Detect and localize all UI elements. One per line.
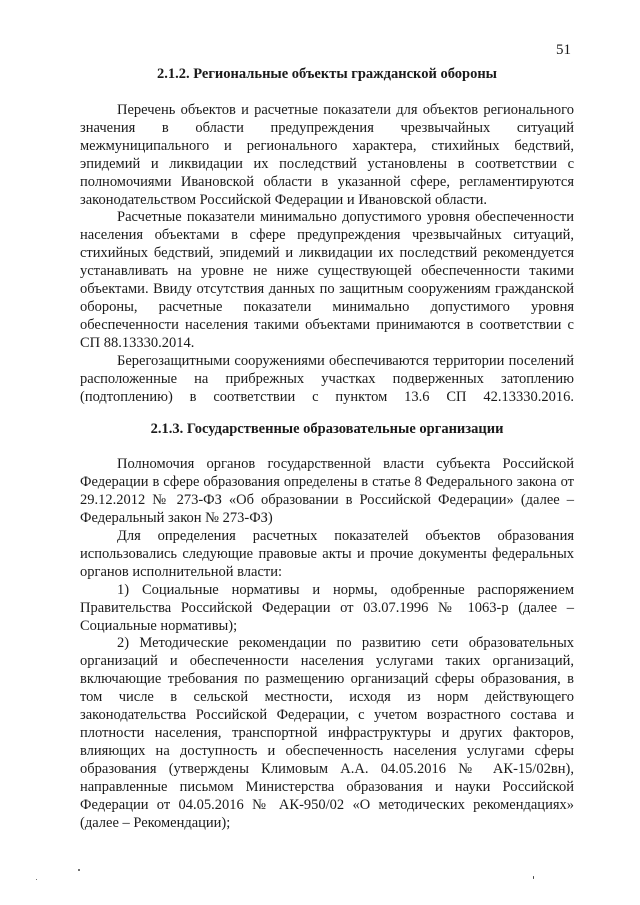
- paragraph-calculated-indicators: Расчетные показатели минимально допустимого уровня обеспеченности населения объектами в сфере предупреждения чрезвычайных ситуаций, стихийных бедствий, эпидемий и ликвидации их последствий рекомендуется устанавливать на уровне не ниже существующей обеспеченности такими объектами. Ввиду отсутствия данных по защитным сооружениям гражданской обороны, расчетные показатели минимально допустимого уровня обеспеченности населения такими объектами принимаются в соответствии с СП 88.13330.2014.: [80, 209, 574, 351]
- list-item-social-norms: 1) Социальные нормативы и нормы, одобренные распоряжением Правительства Российской Федерации от 03.07.1996 № 1063-р (далее – Социальные нормативы);: [80, 581, 574, 634]
- section-heading-civil-defense: 2.1.2. Региональные объекты гражданской обороны: [157, 66, 497, 82]
- paragraph-shore-protection: Берегозащитными сооружениями обеспечиваются территории поселений расположенные на прибрежных участках подверженных затоплению (подтоплению) в соответствии с пунктом 13.6 СП 42.13330.2016.: [80, 352, 574, 405]
- scan-speck: [36, 879, 37, 880]
- paragraph-objects-list: Перечень объектов и расчетные показатели для объектов регионального значения в области предупреждения чрезвычайных ситуаций межмуниципального и регионального характера, стихийных бедствий, эпидемий и ликвидации их последствий установлены в соответствии с полномочиями Ивановской области в указанной сфере, регламентируются законодательством Российской Федерации и Ивановской области.: [80, 102, 574, 208]
- scan-speck: [78, 869, 80, 871]
- section-heading-education: 2.1.3. Государственные образовательные организации: [150, 421, 504, 438]
- paragraph-documents-intro: Для определения расчетных показателей объектов образования использовались следующие правовые акты и прочие документы федеральных органов исполнительной власти:: [80, 528, 574, 580]
- document-body: [80, 64, 574, 832]
- paragraph-authority: Полномочия органов государственной власти субъекта Российской Федерации в сфере образования определены в статье 8 Федерального закона от 29.12.2012 № 273-ФЗ «Об образовании в Российской Федерации» (далее – Федеральный закон № 273-ФЗ): [80, 456, 574, 527]
- scan-speck: [533, 876, 534, 879]
- page-number: 51: [556, 42, 571, 58]
- list-item-recommendations: 2) Методические рекомендации по развитию сети образовательных организаций и обеспеченности населения услугами таких организаций, включающие требования по размещению организаций сферы образования, в том числе в сельской местности, исходя из норм действующего законодательства Российской Федерации, с учетом возрастного состава и плотности населения, транспортной инфраструктуры и других факторов, влияющих на доступность и обеспеченность населения услугами сферы образования (утверждены Климовым А.А. 04.05.2016 № АК-15/02вн), направленные письмом Министерства образования и науки Российской Федерации от 04.05.2016 № АК-950/02 «О методических рекомендациях» (далее – Рекомендации);: [80, 635, 574, 831]
